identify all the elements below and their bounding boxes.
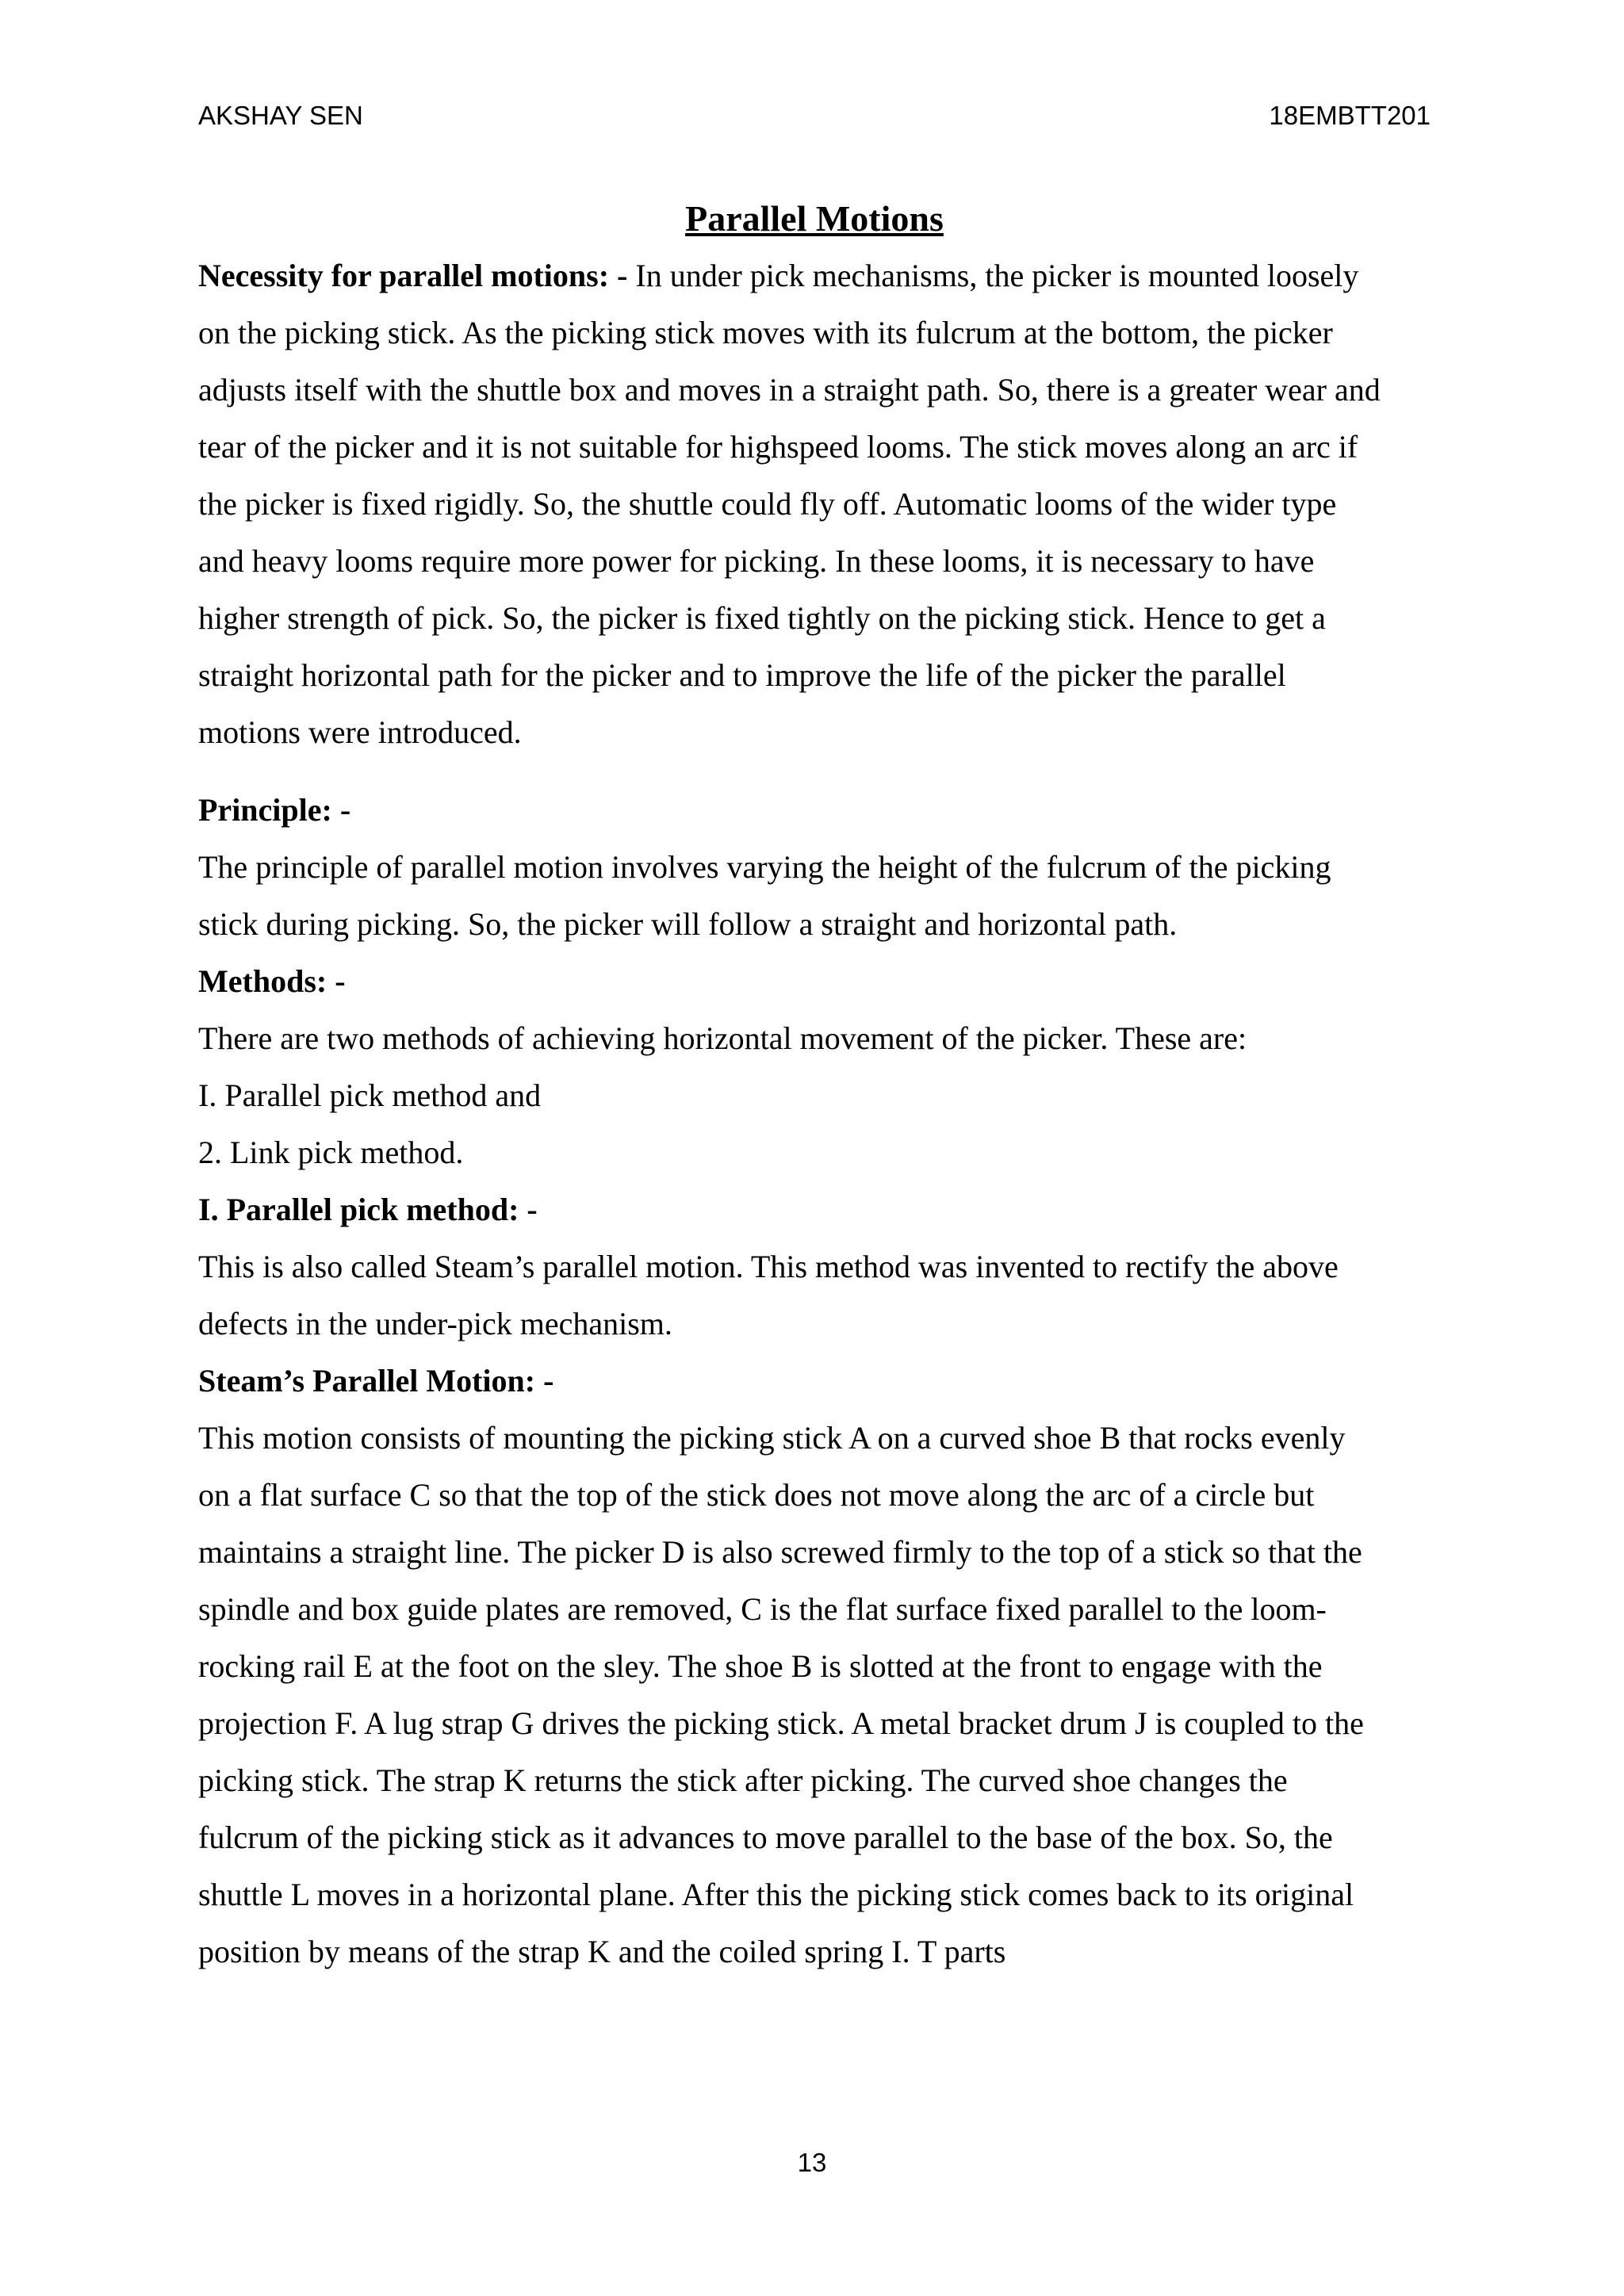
paragraph-line: shuttle L moves in a horizontal plane. After this the picking stick comes back to its original <box>198 1877 1354 1912</box>
principle-paragraph <box>198 839 1431 953</box>
page-number: 13 <box>797 2148 827 2177</box>
header-author: AKSHAY SEN <box>198 101 363 130</box>
paragraph-line: This motion consists of mounting the picking stick A on a curved shoe B that rocks evenly <box>198 1420 1346 1456</box>
parallel-pick-heading: I. Parallel pick method: - <box>198 1192 538 1227</box>
list-item: I. Parallel pick method and <box>198 1077 542 1113</box>
paragraph-line: on a flat surface C so that the top of the stick does not move along the arc of a circle but <box>198 1477 1315 1513</box>
page-title: Parallel Motions <box>685 198 944 239</box>
paragraph-line: There are two methods of achieving horizontal movement of the picker. These are: <box>198 1020 1247 1056</box>
steams-motion-heading: Steam’s Parallel Motion: - <box>198 1363 554 1399</box>
header-course-code: 18EMBTT201 <box>1269 101 1431 130</box>
paragraph-line: higher strength of pick. So, the picker is fixed tightly on the picking stick. Hence to get a <box>198 600 1326 636</box>
page-header <box>198 94 1431 138</box>
principle-heading: Principle: - <box>198 792 351 828</box>
paragraph-line: fulcrum of the picking stick as it advances to move parallel to the base of the box. So, the <box>198 1820 1333 1855</box>
steams-motion-paragraph <box>198 1410 1431 1980</box>
spacer <box>198 761 1431 782</box>
list-item: 2. Link pick method. <box>198 1135 464 1170</box>
paragraph-line: stick during picking. So, the picker will follow a straight and horizontal path. <box>198 906 1178 942</box>
document-body <box>198 190 1431 1980</box>
paragraph-line: and heavy looms require more power for picking. In these looms, it is necessary to have <box>198 543 1315 579</box>
methods-paragraph <box>198 1010 1431 1181</box>
paragraph-line: maintains a straight line. The picker D is also screwed firmly to the top of a stick so that the <box>198 1534 1362 1570</box>
paragraph-line: position by means of the strap K and the coiled spring I. T parts <box>198 1934 1006 1969</box>
paragraph-line: motions were introduced. <box>198 714 522 750</box>
paragraph-line: The principle of parallel motion involves varying the height of the fulcrum of the picking <box>198 849 1331 885</box>
paragraph-line: straight horizontal path for the picker and to improve the life of the picker the parallel <box>198 657 1286 693</box>
paragraph-line: In under pick mechanisms, the picker is mounted loosely <box>627 258 1359 293</box>
paragraph-line: adjusts itself with the shuttle box and moves in a straight path. So, there is a greater wear and <box>198 372 1381 408</box>
paragraph-line: tear of the picker and it is not suitable for highspeed looms. The stick moves along an arc if <box>198 429 1358 465</box>
paragraph-line: This is also called Steam’s parallel motion. This method was invented to rectify the above <box>198 1249 1339 1284</box>
paragraph-line: picking stick. The strap K returns the stick after picking. The curved shoe changes the <box>198 1762 1288 1798</box>
methods-heading: Methods: - <box>198 963 346 999</box>
necessity-label: Necessity for parallel motions: - <box>198 258 628 293</box>
paragraph-line: projection F. A lug strap G drives the picking stick. A metal bracket drum J is coupled to the <box>198 1705 1364 1741</box>
paragraph-line: defects in the under-pick mechanism. <box>198 1306 672 1341</box>
necessity-paragraph <box>198 247 1431 761</box>
paragraph-line: the picker is fixed rigidly. So, the shuttle could fly off. Automatic looms of the wider type <box>198 486 1337 522</box>
paragraph-line: spindle and box guide plates are removed, C is the flat surface fixed parallel to the loom- <box>198 1591 1327 1627</box>
paragraph-line: on the picking stick. As the picking stick moves with its fulcrum at the bottom, the picker <box>198 315 1333 350</box>
paragraph-line: rocking rail E at the foot on the sley. The shoe B is slotted at the front to engage with the <box>198 1648 1323 1684</box>
necessity-first-line <box>198 247 1431 304</box>
parallel-pick-paragraph <box>198 1238 1431 1353</box>
